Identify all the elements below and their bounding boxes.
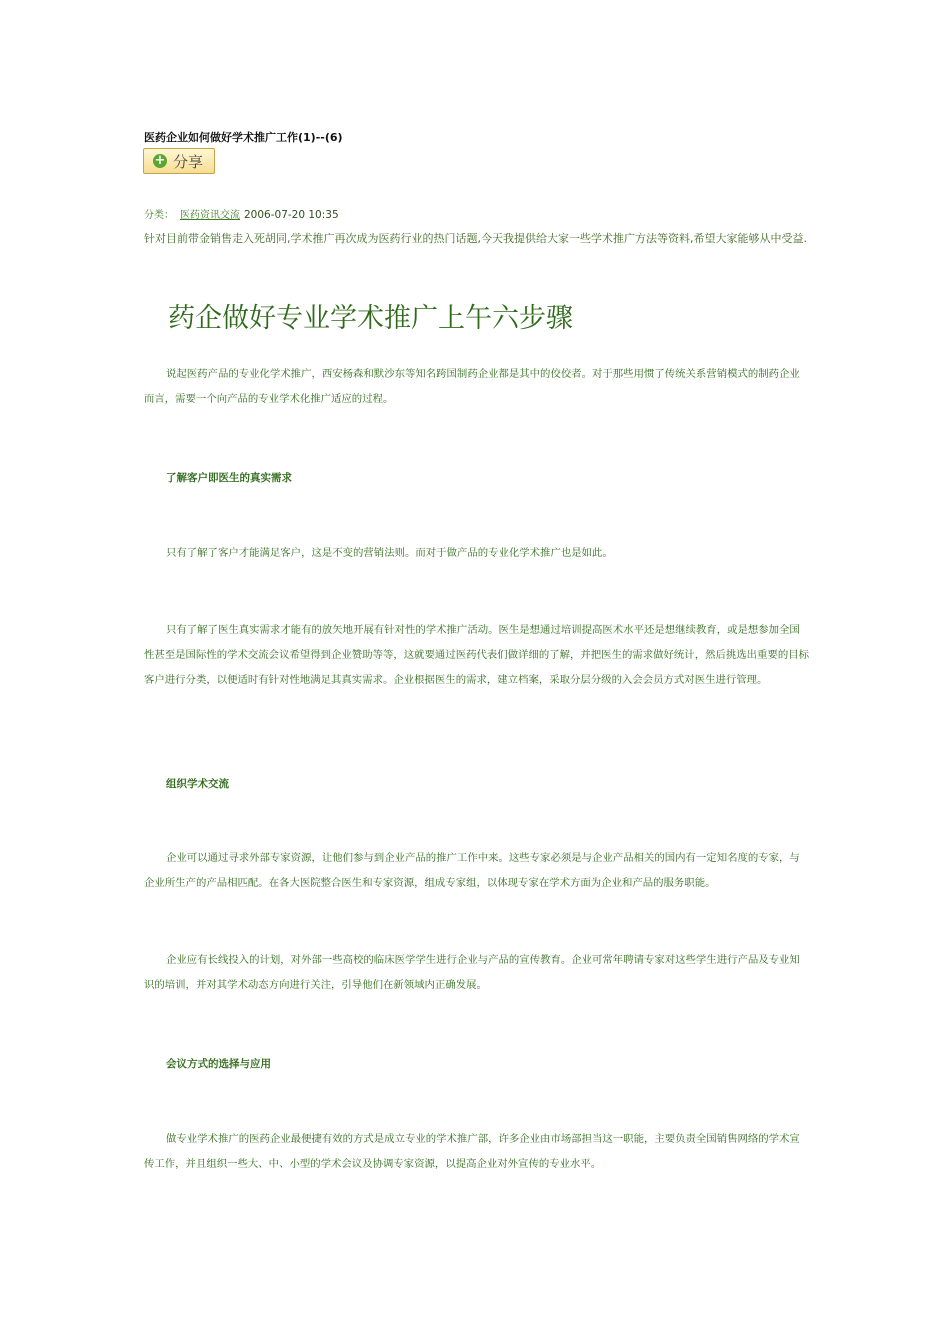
section-heading-3: 会议方式的选择与应用: [166, 1058, 271, 1070]
paragraph-1: 说起医药产品的专业化学术推广，西安杨森和默沙东等知名跨国制药企业都是其中的佼佼者。对于那些用惯了传统关系营销模式的制药企业而言，需要一个向产品的专业学术化推广适应的过程。: [144, 368, 800, 405]
paragraph-3: 只有了解了医生真实需求才能有的放矢地开展有针对性的学术推广活动。医生是想通过培训提高医术水平还是想继续教育，或是想参加全国性甚至是国际性的学术交流会议希望得到企业赞助等等，这就要通过医药代表们做详细的了解，并把医生的需求做好统计，然后挑选出重要的目标客户进行分类，以便适时有针对性地满足其真实需求。企业根据医生的需求，建立档案，采取分层分级的入会会员方式对医生进行管理。: [144, 624, 809, 686]
article-headline: 药企做好专业学术推广上午六步骤: [168, 303, 573, 334]
section-heading-1: 了解客户即医生的真实需求: [166, 472, 292, 484]
category-link[interactable]: 医药资讯交流: [180, 210, 240, 221]
paragraph-4: 企业可以通过寻求外部专家资源，让他们参与到企业产品的推广工作中来。这些专家必须是与企业产品相关的国内有一定知名度的专家，与企业所生产的产品相匹配。在各大医院整合医生和专家资源，组成专家组，以体现专家在学术方面为企业和产品的服务职能。: [144, 852, 800, 889]
share-label: 分享: [173, 152, 204, 171]
plus-icon: +: [154, 153, 166, 168]
post-meta: [144, 206, 339, 221]
paragraph-5: 企业应有长线投入的计划，对外部一些高校的临床医学学生进行企业与产品的宣传教育。企业可常年聘请专家对这些学生进行产品及专业知识的培训，并对其学术动态方向进行关注，引导他们在新领域内正确发展。: [144, 954, 800, 991]
paragraph-6: 做专业学术推广的医药企业最便捷有效的方式是成立专业的学术推广部，许多企业由市场部担当这一职能，主要负责全国销售网络的学术宣传工作，并且组织一些大、中、小型的学术会议及协调专家资源，以提高企业对外宣传的专业水平。: [144, 1133, 800, 1170]
share-button[interactable]: [143, 148, 215, 174]
post-intro: 针对目前带金销售走入死胡同,学术推广再次成为医药行业的热门话题,今天我提供给大家一些学术推广方法等资料,希望大家能够从中受益.: [144, 232, 807, 245]
post-date: 2006-07-20 10:35: [244, 209, 339, 221]
section-heading-2: 组织学术交流: [166, 778, 229, 790]
post-title: 医药企业如何做好学术推广工作(1)--(6): [144, 131, 343, 144]
paragraph-2: 只有了解了客户才能满足客户，这是不变的营销法则。而对于做产品的专业化学术推广也是如此。: [166, 547, 613, 559]
category-label: 分类：: [144, 210, 174, 221]
